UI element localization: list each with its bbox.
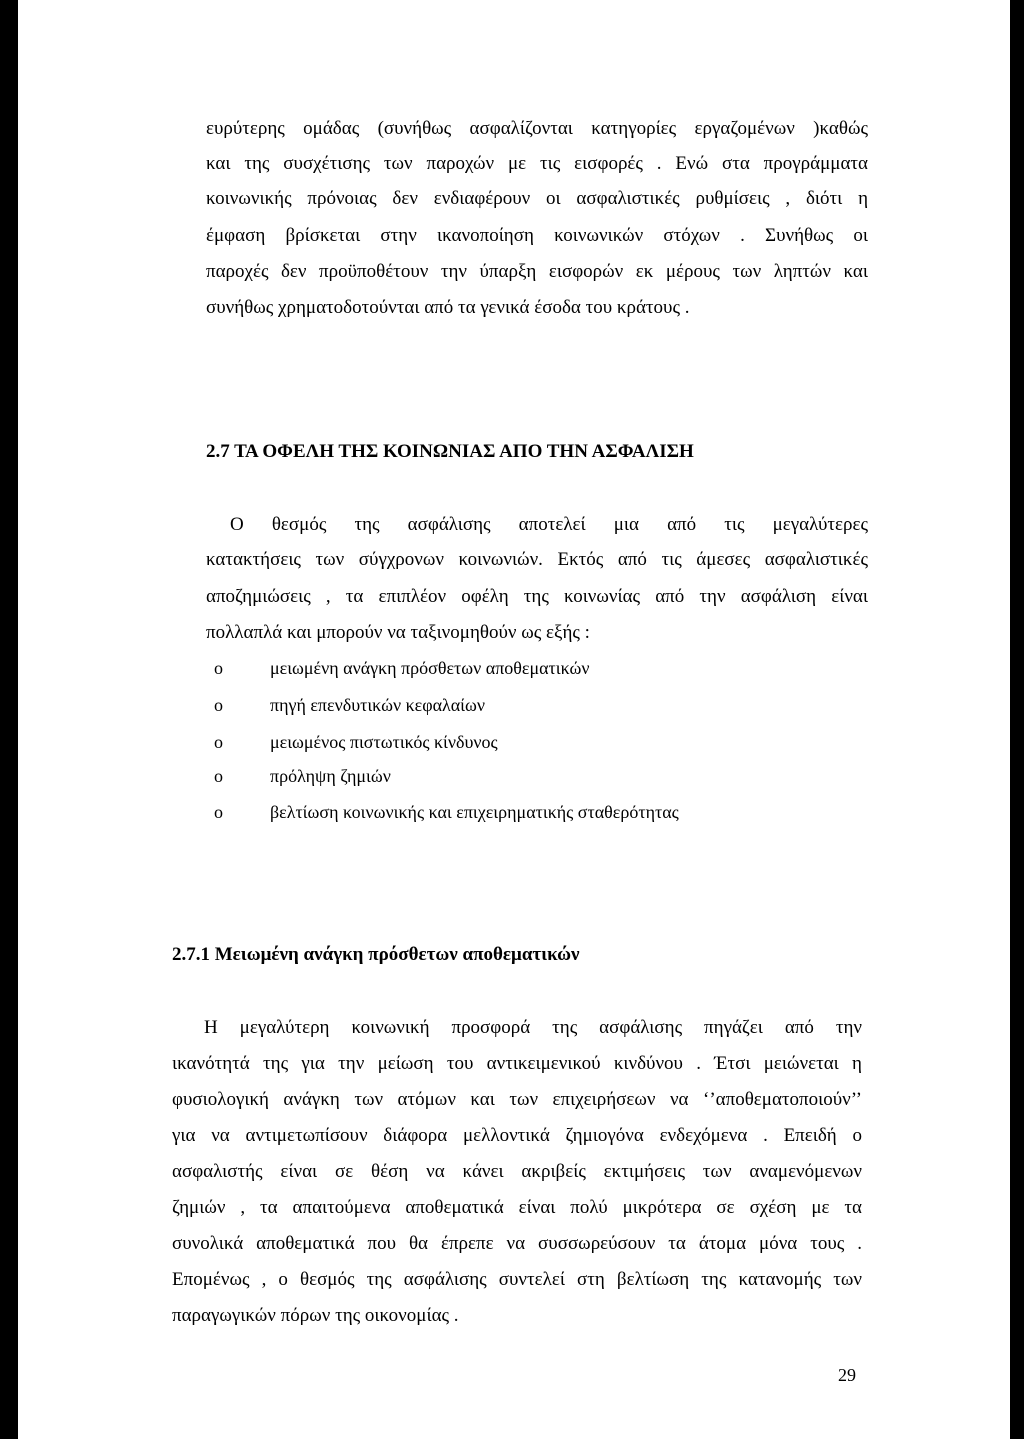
page-number: 29 (838, 1365, 856, 1385)
paragraph-line: κοινωνικής πρόνοιας δεν ενδιαφέρουν οι ασφαλιστικές ρυθμίσεις , διότι η (206, 188, 868, 209)
paragraph-line: για να αντιμετωπίσουν διάφορα μελλοντικά ζημιογόνα ενδεχόμενα . Επειδή ο (172, 1125, 862, 1146)
bullet-mark: o (214, 802, 223, 822)
paragraph-line: παροχές δεν προϋποθέτουν την ύπαρξη εισφορών εκ μέρους των ληπτών και (206, 261, 868, 282)
paragraph-line: ασφαλιστής είναι σε θέση να κάνει ακριβείς εκτιμήσεις των αναμενόμενων (172, 1161, 862, 1182)
paragraph-line: ζημιών , τα απαιτούμενα αποθεματικά είναι πολύ μικρότερα σε σχέση με τα (172, 1197, 862, 1218)
paragraph-line: Επομένως , ο θεσμός της ασφάλισης συντελεί στη βελτίωση της κατανομής των (172, 1269, 862, 1290)
bullet-mark: o (214, 658, 223, 678)
paragraph-line: και της συσχέτισης των παροχών με τις εισφορές . Ενώ στα προγράμματα (206, 153, 868, 174)
list-item-text: μειωμένη ανάγκη πρόσθετων αποθεματικών (270, 658, 590, 678)
paragraph-line: πολλαπλά και μπορούν να ταξινομηθούν ως εξής : (206, 622, 590, 643)
list-item-text: πρόληψη ζημιών (270, 766, 391, 786)
list-item-text: μειωμένος πιστωτικός κίνδυνος (270, 732, 498, 752)
paragraph-line: ευρύτερης ομάδας (συνήθως ασφαλίζονται κατηγορίες εργαζομένων )καθώς (206, 118, 868, 139)
paragraph-line: ικανότητά της για την μείωση του αντικειμενικού κινδύνου . Έτσι μειώνεται η (172, 1053, 862, 1074)
paragraph-line: συνήθως χρηματοδοτούνται από τα γενικά έσοδα του κράτους . (206, 297, 690, 318)
paragraph-line: φυσιολογική ανάγκη των ατόμων και των επιχειρήσεων να ‘’αποθεματοποιούν’’ (172, 1089, 862, 1110)
paragraph-line: κατακτήσεις των σύγχρονων κοινωνιών. Εκτός από τις άμεσες ασφαλιστικές (206, 549, 868, 570)
paragraph-line: Η μεγαλύτερη κοινωνική προσφορά της ασφάλισης πηγάζει από την (204, 1017, 862, 1038)
document-page (18, 0, 1010, 1439)
section-heading-2-7: 2.7 ΤΑ ΟΦΕΛΗ ΤΗΣ ΚΟΙΝΩΝΙΑΣ ΑΠΟ ΤΗΝ ΑΣΦΑΛΙΣΗ (206, 441, 694, 462)
paragraph-line: παραγωγικών πόρων της οικονομίας . (172, 1305, 459, 1326)
bullet-mark: o (214, 766, 223, 786)
paragraph-line: Ο θεσμός της ασφάλισης αποτελεί μια από τις μεγαλύτερες (230, 514, 868, 535)
paragraph-line: έμφαση βρίσκεται στην ικανοποίηση κοινωνικών στόχων . Συνήθως οι (206, 225, 868, 246)
paragraph-line: αποζημιώσεις , τα επιπλέον οφέλη της κοινωνίας από την ασφάλιση είναι (206, 586, 868, 607)
bullet-mark: o (214, 732, 223, 752)
list-item-text: πηγή επενδυτικών κεφαλαίων (270, 695, 486, 715)
list-item-text: βελτίωση κοινωνικής και επιχειρηματικής σταθερότητας (270, 802, 679, 822)
bullet-mark: o (214, 695, 223, 715)
paragraph-line: συνολικά αποθεματικά που θα έπρεπε να συσσωρεύσουν τα άτομα μόνα τους . (172, 1233, 862, 1254)
section-heading-2-7-1: 2.7.1 Μειωμένη ανάγκη πρόσθετων αποθεματικών (172, 944, 580, 965)
